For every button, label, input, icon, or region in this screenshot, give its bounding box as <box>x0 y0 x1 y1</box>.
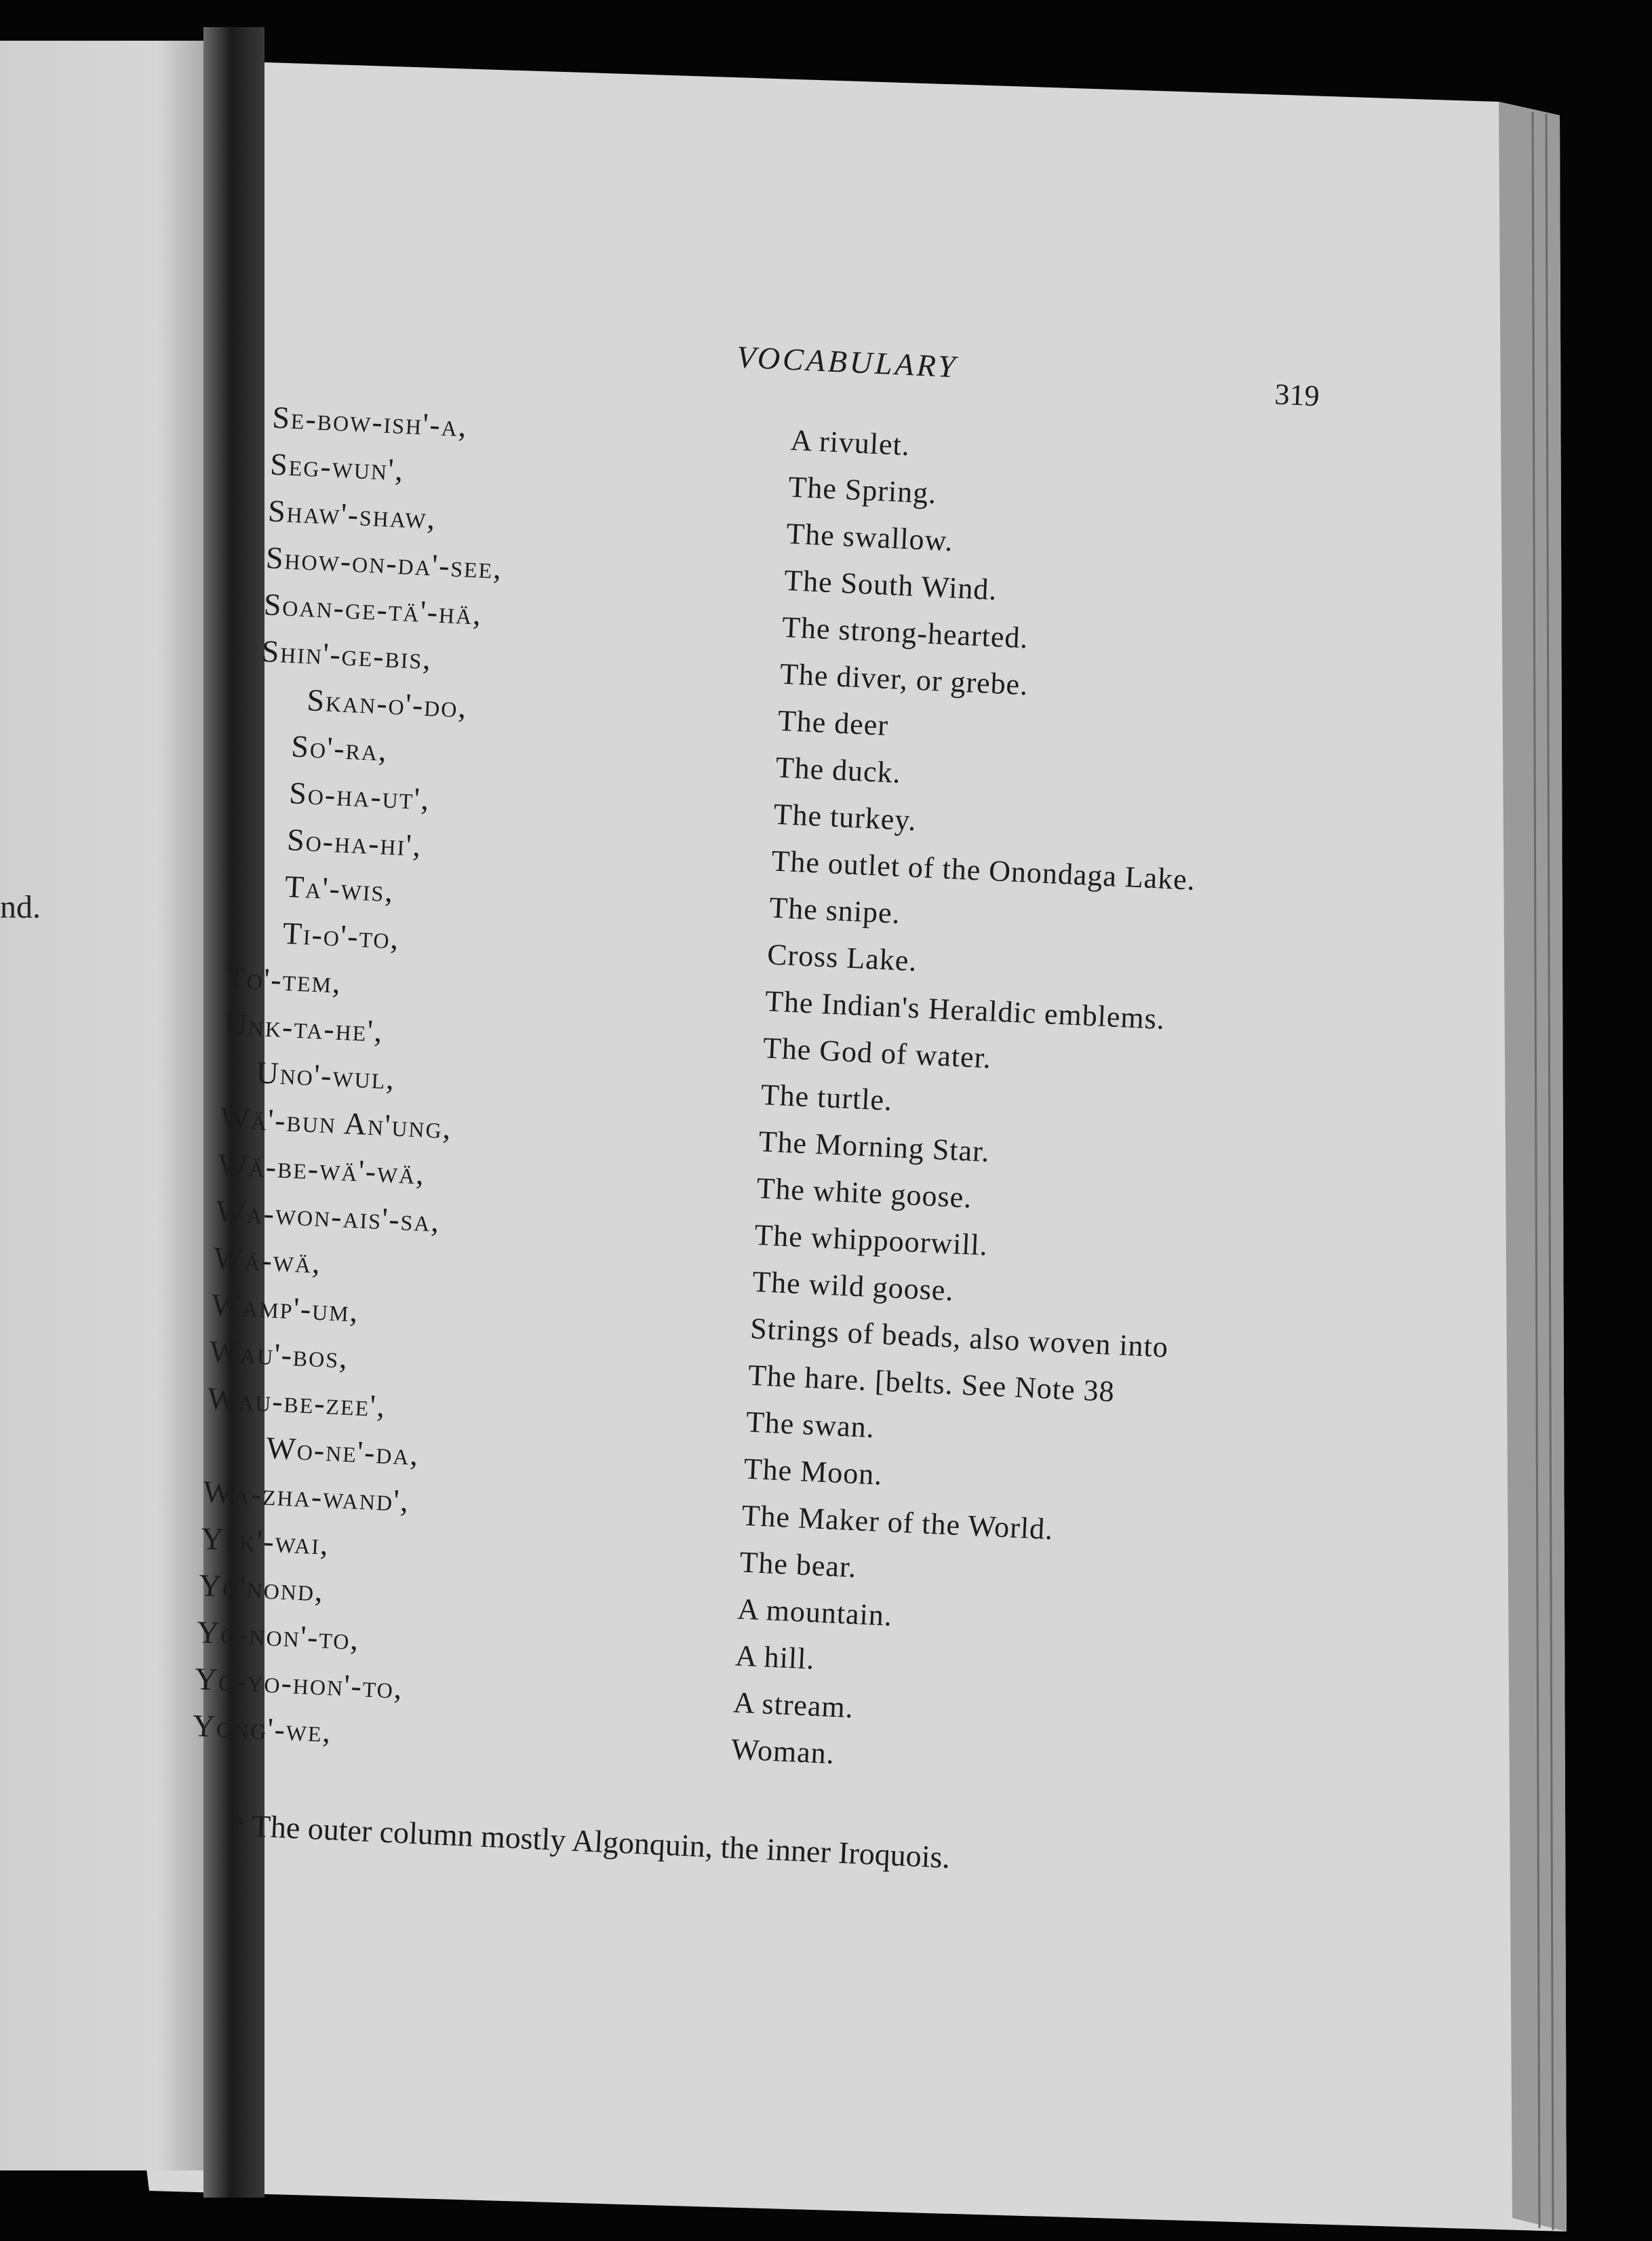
entry-term: Wau-be-zee', <box>206 1380 387 1424</box>
entry-term: Yo-non'-to, <box>196 1614 361 1657</box>
entry-term: Yo'nond, <box>198 1567 325 1608</box>
entry-term: Se-bow-ish'-a, <box>271 400 469 444</box>
entry-definition: Woman. <box>730 1732 835 1771</box>
vocabulary-entry <box>275 774 918 838</box>
entry-term: Uno'-wul, <box>255 1055 397 1096</box>
entry-term: So-ha-hi', <box>286 822 423 863</box>
entry-definition: The whippoorwill. <box>753 1217 989 1262</box>
entry-definition: The diver, or grebe. <box>779 657 1029 702</box>
entry-definition: The swallow. <box>785 517 954 558</box>
entry-term: To'-tem, <box>225 960 342 1000</box>
vocabulary-entry <box>217 1146 973 1215</box>
entry-definition: The Indian's Heraldic emblems. <box>764 984 1166 1036</box>
entry-term: Wo-ne'-da, <box>265 1430 420 1472</box>
entry-definition: The duck. <box>774 750 902 790</box>
vocabulary-entry <box>269 446 938 510</box>
entry-term: Wamp'-um, <box>210 1287 360 1329</box>
entry-definition: The God of water. <box>762 1031 993 1075</box>
entry-term: Wä-wä, <box>213 1240 322 1280</box>
entry-definition: The deer <box>776 703 890 743</box>
entry-term: Yong'-we, <box>191 1708 333 1749</box>
vocabulary-content <box>191 292 1382 1875</box>
entry-term: Yo-yo-hon'-to, <box>193 1661 404 1706</box>
vocabulary-entry <box>262 587 1029 655</box>
entry-definition: A hill. <box>734 1639 816 1676</box>
vocabulary-entry <box>191 1708 835 1771</box>
entry-definition: A mountain. <box>736 1592 894 1633</box>
left-page-fragment: nd. <box>0 889 41 925</box>
entry-definition: The South Wind. <box>783 563 998 607</box>
vocabulary-entry <box>213 1240 955 1308</box>
entry-definition: The bear. <box>739 1545 858 1584</box>
entry-definition: The swan. <box>745 1405 876 1445</box>
entry-term: Wä'-bun An'ung, <box>219 1100 453 1146</box>
entry-term: Ti-o'-to, <box>281 915 401 956</box>
entry-definition: The Spring. <box>787 470 938 510</box>
entry-term: Skan-o'-do, <box>306 682 469 724</box>
vocabulary-entry <box>265 540 998 607</box>
entry-term: Wa-won-ais'-sa, <box>215 1193 441 1239</box>
entry-term: Ta'-wis, <box>284 869 395 909</box>
entry-term: Show-on-da'-see, <box>265 540 504 586</box>
entry-term: Wau'-bos, <box>208 1333 349 1375</box>
vocabulary-entry <box>279 680 890 743</box>
footnote: * The outer column mostly Algonquin, the inner Iroquois. <box>228 1807 951 1875</box>
entry-term: Shin'-ge-bis, <box>260 634 433 676</box>
vocabulary-entry <box>193 1661 854 1725</box>
entry-definition: The Morning Star. <box>758 1125 991 1169</box>
vocabulary-entry <box>223 1007 993 1075</box>
vocabulary-entry <box>271 400 911 463</box>
entry-definition: The outlet of the Onondaga Lake. <box>770 844 1196 897</box>
entry-definition: The hare. [belts. See Note 38 <box>747 1358 1116 1409</box>
vocabulary-entry <box>260 634 1029 702</box>
entry-definition: A stream. <box>732 1685 854 1725</box>
vocabulary-entry <box>268 914 918 978</box>
entry-term: Yek'-wai, <box>200 1521 330 1561</box>
entry-definition: Cross Lake. <box>766 937 918 978</box>
entry-definition: A rivulet. <box>789 423 911 463</box>
entry-term: Shaw'-shaw, <box>267 493 437 536</box>
vocabulary-entry <box>196 1614 816 1676</box>
page-number: 319 <box>1274 377 1320 413</box>
entry-definition: The white goose. <box>755 1171 973 1215</box>
running-head: VOCABULARY <box>736 339 959 385</box>
entry-term: So-ha-ut', <box>288 775 431 817</box>
entry-term: Seg-wun', <box>269 446 406 488</box>
vocabulary-entry <box>206 1380 876 1445</box>
entry-definition: The turkey. <box>772 797 918 838</box>
vocabulary-entry <box>198 1567 894 1633</box>
entry-term: Wä-be-wä'-wä, <box>217 1146 427 1191</box>
entry-definition: The Maker of the World. <box>741 1498 1055 1546</box>
entry-definition: The Moon. <box>743 1451 884 1492</box>
entry-term: Wa-zha-wand', <box>202 1474 411 1519</box>
entry-term: Soan-ge-tä'-hä, <box>262 587 484 631</box>
entry-definition: The wild goose. <box>751 1264 955 1308</box>
vocabulary-entry <box>200 1521 858 1584</box>
vocabulary-entry <box>255 1055 894 1117</box>
entry-definition: The snipe. <box>768 891 901 931</box>
vocabulary-entry <box>245 1428 884 1492</box>
vocabulary-entry <box>277 727 902 790</box>
vocabulary-entry <box>270 868 901 931</box>
entry-term: So'-ra, <box>290 728 389 768</box>
entry-definition: Strings of beads, also woven into <box>749 1311 1170 1364</box>
vocabulary-entry <box>267 493 954 558</box>
entry-term: Unk-ta-he', <box>223 1007 385 1049</box>
entry-definition: The strong-hearted. <box>781 610 1029 655</box>
entry-definition: The turtle. <box>760 1078 894 1117</box>
